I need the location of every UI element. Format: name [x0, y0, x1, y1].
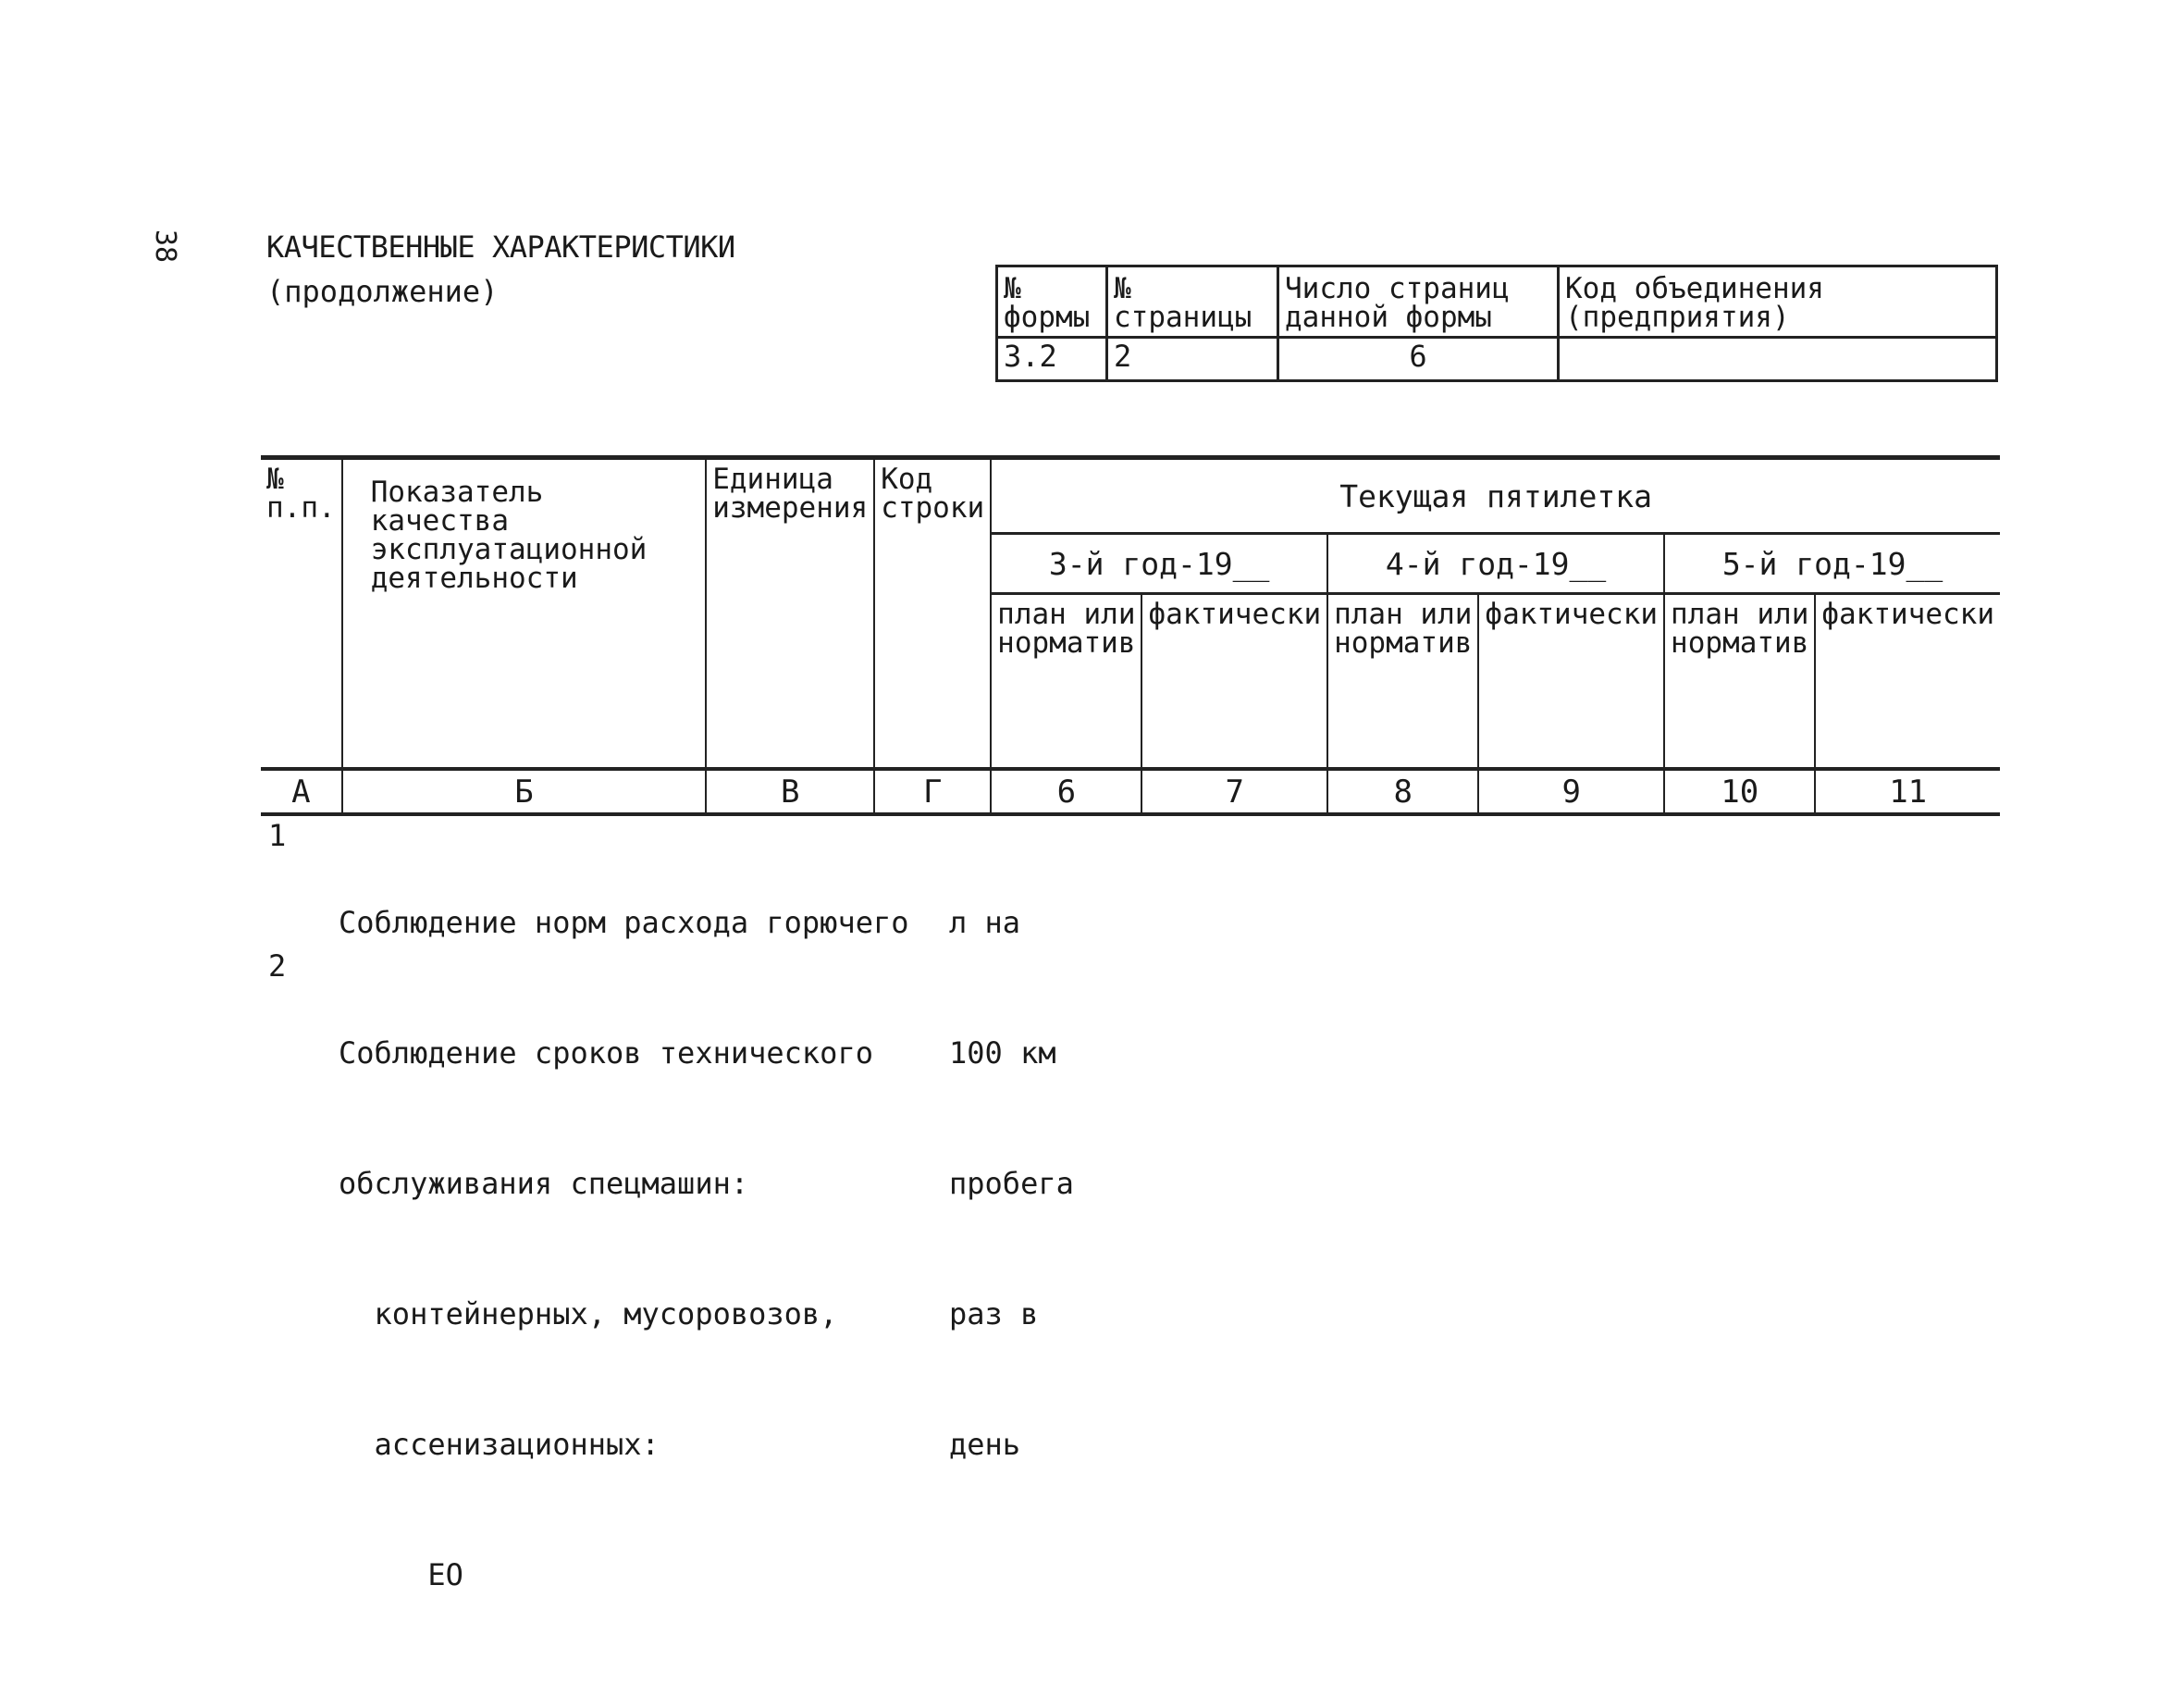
form-value-page: 2: [1107, 338, 1278, 381]
header-plan-3: план или норматив: [991, 594, 1141, 770]
indicator-rows: [261, 814, 1648, 1592]
header-plan-5: план или норматив: [1664, 594, 1815, 770]
row-indicator-line: Соблюдение норм расхода горючего: [339, 905, 909, 940]
col-num-8: 8: [1327, 769, 1478, 814]
header-year-4: 4-й год-19__: [1327, 534, 1664, 594]
form-info-table: [995, 265, 1998, 382]
col-num-6: 6: [991, 769, 1141, 814]
col-num-10: 10: [1664, 769, 1815, 814]
form-value-form: 3.2: [997, 338, 1107, 381]
row-unit-line: 100 км: [949, 1035, 1056, 1071]
letter-b: Б: [342, 769, 707, 814]
header-fact-3: фактически: [1141, 594, 1327, 770]
letter-g: Г: [874, 769, 991, 814]
header-fact-4: фактически: [1478, 594, 1664, 770]
header-code: Код строки: [874, 458, 991, 770]
indicators-table-header: [261, 455, 2000, 816]
form-value-org-code: [1559, 338, 1997, 381]
header-year-5: 5-й год-19__: [1664, 534, 2000, 594]
row-unit-line: день: [949, 1427, 1021, 1462]
row-number: 2: [268, 948, 287, 984]
row-indicator-line: обслуживания спецмашин:: [339, 1166, 749, 1201]
document-subtitle: (продолжение): [266, 274, 499, 309]
form-value-page-count: 6: [1278, 338, 1559, 381]
letter-a: А: [261, 769, 342, 814]
form-header-form: № формы: [997, 266, 1107, 338]
col-num-7: 7: [1141, 769, 1327, 814]
letter-v: В: [706, 769, 874, 814]
header-num: № п.п.: [261, 458, 342, 770]
row-indicator-line: контейнерных, мусоровозов,: [339, 1296, 838, 1331]
header-indicator: Показатель качества эксплуатационной деятельности: [342, 458, 707, 770]
row-indicator-line: ассенизационных:: [339, 1427, 660, 1462]
row-indicator-line: ЕО: [339, 1557, 463, 1592]
header-five-year-plan: Текущая пятилетка: [991, 458, 2000, 534]
row-unit: [949, 945, 1056, 1554]
form-header-page-count: Число страниц данной формы: [1278, 266, 1559, 338]
col-num-9: 9: [1478, 769, 1664, 814]
form-header-org-code: Код объединения (предприятия): [1559, 266, 1997, 338]
row-number: 1: [268, 818, 287, 853]
row-unit-line: раз в: [949, 1296, 1039, 1331]
table-row: [261, 945, 1648, 1592]
document-title: КАЧЕСТВЕННЫЕ ХАРАКТЕРИСТИКИ: [266, 229, 735, 265]
row-indicator-line: Соблюдение сроков технического: [339, 1035, 873, 1071]
row-indicator: [339, 945, 873, 1684]
row-unit-line: л на: [949, 905, 1021, 940]
row-unit-line: пробега: [949, 1166, 1074, 1201]
form-header-page: № страницы: [1107, 266, 1278, 338]
header-plan-4: план или норматив: [1327, 594, 1478, 770]
header-fact-5: фактически: [1815, 594, 2000, 770]
page-number: 38: [149, 229, 181, 264]
header-unit: Единица измерения: [706, 458, 874, 770]
col-num-11: 11: [1815, 769, 2000, 814]
header-year-3: 3-й год-19__: [991, 534, 1327, 594]
